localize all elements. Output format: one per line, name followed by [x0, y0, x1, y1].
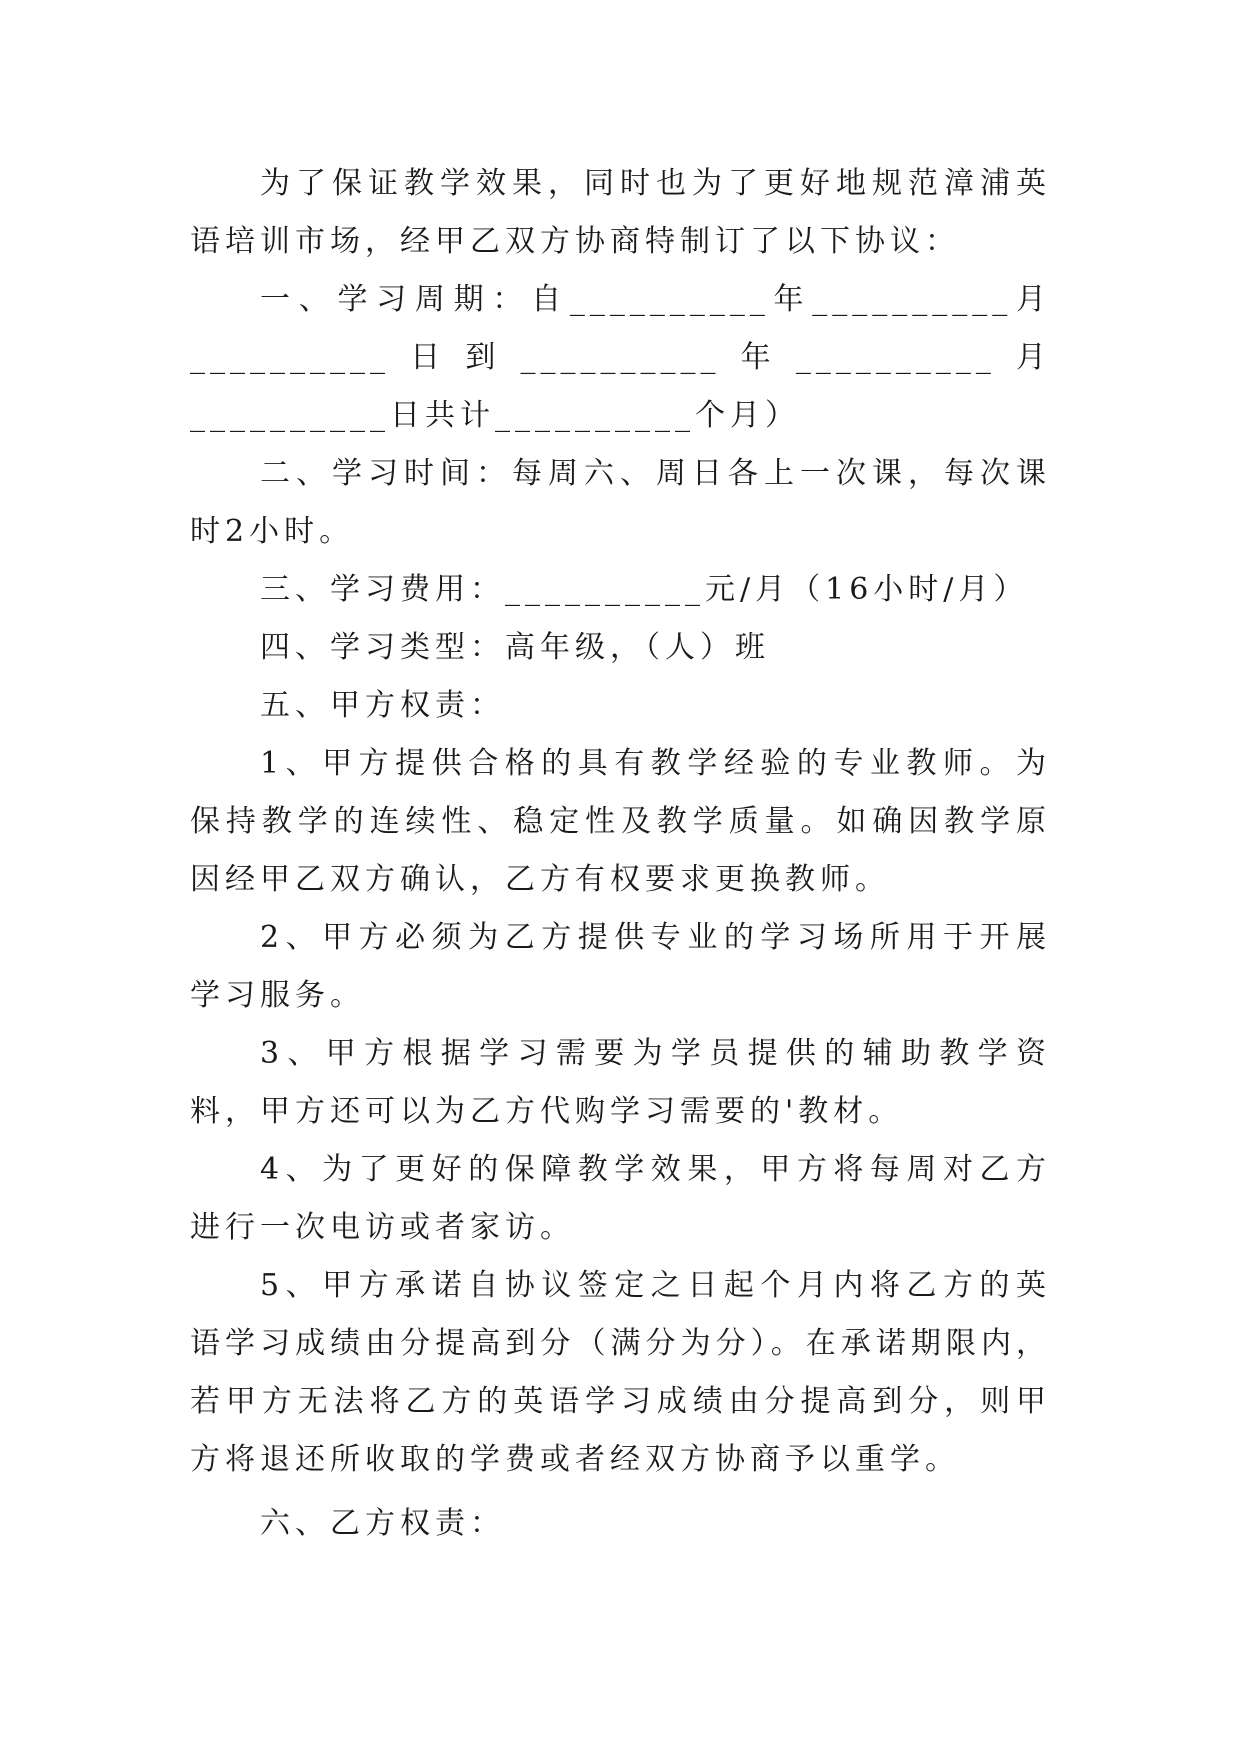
- intro-paragraph: 为了保证教学效果，同时也为了更好地规范漳浦英语培训市场，经甲乙双方协商特制订了以下协议：: [190, 166, 1051, 259]
- party-a-item-4: 4、为了更好的保障教学效果，甲方将每周对乙方进行一次电访或者家访。: [190, 1152, 1051, 1245]
- party-a-item-5: 5、甲方承诺自协议签定之日起个月内将乙方的英语学习成绩由分提高到分（满分为分）。在承诺期限内，若甲方无法将乙方的英语学习成绩由分提高到分，则甲方将退还所收取的学费或者经双方协商予以重学。: [190, 1268, 1051, 1477]
- party-a-item-2: 2、甲方必须为乙方提供专业的学习场所用于开展学习服务。: [190, 920, 1051, 1013]
- party-a-item-3: 3、甲方根据学习需要为学员提供的辅助教学资料，甲方还可以为乙方代购学习需要的'教材。: [190, 1036, 1051, 1129]
- party-a-heading: 五、甲方权责：: [260, 688, 505, 723]
- study-fee-paragraph: 三、学习费用：__________元/月（16小时/月）: [260, 572, 1029, 607]
- party-b-heading: 六、乙方权责：: [260, 1506, 505, 1541]
- study-time-paragraph: 二、学习时间：每周六、周日各上一次课，每次课时2小时。: [190, 456, 1051, 549]
- document-page: [190, 155, 1051, 1553]
- study-type-paragraph: 四、学习类型：高年级，（人）班: [260, 630, 770, 665]
- party-a-item-1: 1、甲方提供合格的具有教学经验的专业教师。为保持教学的连续性、稳定性及教学质量。如确因教学原因经甲乙双方确认，乙方有权要求更换教师。: [190, 746, 1051, 897]
- study-period-paragraph: 一、学习周期：自__________年__________月__________日到__________年__________月__________日共计__________个月）: [190, 282, 1051, 433]
